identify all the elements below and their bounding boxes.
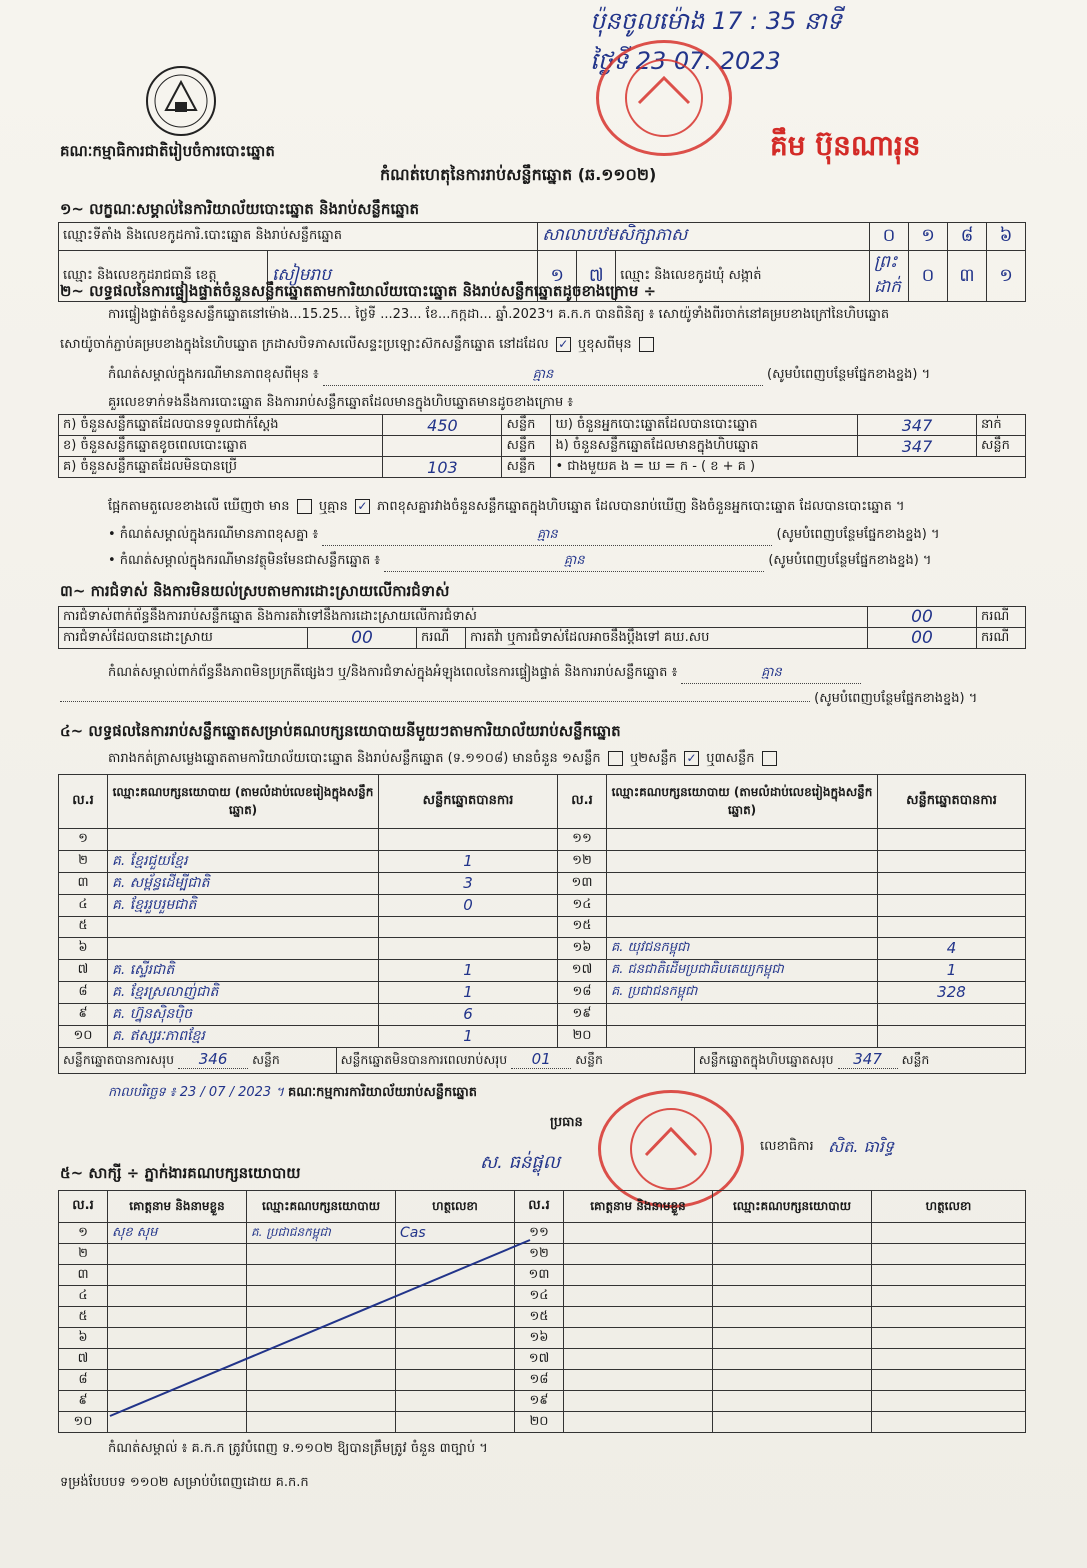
table-row — [59, 916, 1026, 938]
location-label: ឈ្មោះទីតាំង និងលេខកូដការិ.បោះឆ្នោត និងរាប់សន្លឹកឆ្នោត — [59, 223, 538, 251]
witness-party — [713, 1244, 872, 1265]
party-votes: 328 — [878, 981, 1026, 1003]
figure-unit: សន្លឹក — [502, 436, 551, 457]
total-valid-label: សន្លឹកឆ្នោតបានការសរុប — [63, 1051, 175, 1067]
table-row — [59, 850, 1026, 872]
witness-name — [564, 1328, 713, 1349]
appeal-label: ការតវ៉ា ឬការជំទាស់ដែលអាចនឹងប្ដឹងទៅ គឃ.សប — [466, 628, 868, 649]
row-no: ៧ — [59, 1349, 108, 1370]
party-votes: 6 — [379, 1003, 558, 1025]
two-sheet-checkbox[interactable]: ✓ — [684, 751, 699, 766]
figure-value: 450 — [383, 415, 502, 436]
row-no: ៧ — [59, 959, 108, 981]
witness-party — [713, 1265, 872, 1286]
party-votes — [878, 1003, 1026, 1025]
total-invalid — [337, 1048, 695, 1073]
party-name: គ. សម្ព័ន្ធដើម្បីជាតិ — [108, 872, 379, 894]
dotted-line — [60, 701, 810, 702]
irregularity-value: គ្មាន — [681, 664, 861, 684]
figure-unit: សន្លឹក — [502, 457, 551, 478]
witness-sign — [872, 1286, 1026, 1307]
row-no: ១៣ — [558, 872, 607, 894]
party-votes: 1 — [379, 850, 558, 872]
table-row — [59, 894, 1026, 916]
party-name: គ. ហ្វ៊ុនស៊ិនប៉ិច — [108, 1003, 379, 1025]
figure-value: 347 — [858, 415, 977, 436]
table-row — [59, 1025, 1026, 1047]
witness-name — [564, 1286, 713, 1307]
party-name — [607, 916, 878, 938]
location-value: សាលាបឋមសិក្សាភាស — [538, 223, 870, 251]
three-sheet-checkbox[interactable] — [762, 751, 777, 766]
note1-suffix: (សូមបំពេញបន្ថែមផ្នែកខាងខ្នង) ។ — [776, 527, 940, 542]
witness-sign: Cas — [396, 1223, 515, 1244]
party-name: គ. ខ្មែរស្រលាញ់ជាតិ — [108, 981, 379, 1003]
tally-intro: តារាងកត់ត្រាសម្លេងឆ្នោតតាមការិយាល័យបោះឆ្នោត និងរាប់សន្លឹកឆ្នោត (ទ.១១០៨) មានចំនួន ១សន្លឹក — [108, 751, 601, 766]
secretary-signature: សិត. ធារិទ្ធ — [828, 1137, 895, 1156]
party-votes — [878, 916, 1026, 938]
party-votes — [379, 916, 558, 938]
commune-code-digit: ៣ — [948, 251, 987, 302]
party-votes: 1 — [878, 959, 1026, 981]
resolved-label: ការជំទាស់ដែលបានដោះស្រាយ — [59, 628, 308, 649]
row-no: ១០ — [59, 1412, 108, 1433]
witness-party — [713, 1223, 872, 1244]
form-note: ទម្រង់បែបបទ ១១០២ សម្រាប់បំពេញដោយ គ.ក.ក — [60, 1475, 309, 1490]
row-no: ១៩ — [558, 1003, 607, 1025]
different-checkbox[interactable] — [639, 337, 654, 352]
row-no: ៤ — [59, 894, 108, 916]
witness-name: សុខ សុម — [108, 1223, 247, 1244]
formula: • ជាងមួយគ ង = ឃ = ក - ( ខ + គ ) — [551, 457, 1026, 478]
row-no: ៦ — [59, 938, 108, 960]
president-label: ប្រធាន — [550, 1115, 583, 1130]
difference-note-line — [108, 366, 1028, 386]
resolved-value: 00 — [308, 628, 417, 649]
difference-note-label: កំណត់សម្គាល់ក្នុងករណីមានភាពខុសពីមុន ៖ — [108, 367, 319, 382]
three-sheet-text: ឬ៣សន្លឹក — [706, 751, 755, 766]
official-seal-top — [596, 40, 732, 156]
col-name: គោត្តនាម និងនាមខ្លួន — [108, 1191, 247, 1223]
witness-party — [713, 1328, 872, 1349]
party-name: គ. ខ្មែរជួយខ្មែរ — [108, 850, 379, 872]
col-party: ឈ្មោះគណបក្សនយោបាយ (តាមលំដាប់លេខរៀងក្នុងសន្លឹកឆ្នោត) — [607, 775, 878, 829]
location-code-digit: ១ — [909, 223, 948, 251]
section5-title: ៥~ សាក្សី ÷ ភ្នាក់ងារគណបក្សនយោបាយ — [60, 1164, 301, 1182]
table-row — [59, 1003, 1026, 1025]
objection-unit: ករណី — [977, 607, 1026, 628]
seal-status-text: សោយ៉ូចាក់ភ្ជាប់គម្របខាងក្នុងនៃហិបឆ្នោត ក្រដាសបិទភាសលើសន្ទះប្រឡោះស៊កសន្លឹកឆ្នោត នៅដដែល — [60, 337, 549, 352]
same-checkbox[interactable]: ✓ — [556, 337, 571, 352]
official-name-red: គឹម ប៊ុនណារុន — [770, 129, 921, 162]
row-no: ១៥ — [515, 1307, 564, 1328]
location-code-digit: ៦ — [987, 223, 1026, 251]
objections-table — [58, 606, 1026, 649]
total-valid — [59, 1048, 337, 1073]
compare-tail: ភាពខុសគ្នារវាងចំនួនសន្លឹកឆ្នោតក្នុងហិបឆ្នោត ដែលបានរាប់ឃើញ និងចំនួនអ្នកបោះឆ្នោត ដែលបានបោះឆ្នោត ។ — [377, 499, 905, 514]
row-no: ២០ — [558, 1025, 607, 1047]
party-name: គ. យុវជនកម្ពុជា — [607, 938, 878, 960]
witness-sign — [872, 1307, 1026, 1328]
difference-note-suffix: (សូមបំពេញបន្ថែមផ្នែកខាងខ្នង) ។ — [767, 367, 931, 382]
total-invalid-label: សន្លឹកឆ្នោតមិនបានការពេលរាប់សរុប — [340, 1051, 508, 1067]
row-no: ៥ — [59, 916, 108, 938]
row-no: ៣ — [59, 1265, 108, 1286]
note2-label: • កំណត់សម្គាល់ក្នុងករណីមានវត្ថុមិនមែនជាសន្លឹកឆ្នោត ៖ — [108, 553, 381, 568]
verification-line: ការផ្ទៀងផ្ទាត់ចំនួនសន្លឹកឆ្នោតនៅម៉ោង...15.25... ថ្ងៃទី ...23... ខែ...កក្កដា... ឆ្នាំ.2023។ គ.ក.ក បានពិនិត្យ ៖ សោយ៉ូទាំងពីរចាក់នៅគម្របខាងក្រៅនៃហិបឆ្នោត — [108, 307, 890, 322]
has-diff-checkbox[interactable] — [297, 499, 312, 514]
witness-party — [713, 1412, 872, 1433]
figure-label: ឃ) ចំនួនអ្នកបោះឆ្នោតដែលបានបោះឆ្នោត — [551, 415, 858, 436]
note1-line — [108, 526, 1028, 546]
party-name: គ. ជនជាតិដើមប្រជាធិបតេយ្យកម្ពុជា — [607, 959, 878, 981]
witness-sign — [872, 1328, 1026, 1349]
col-no: ល.រ — [59, 775, 108, 829]
received-date-handwriting: ថ្ងៃទី 23 07. 2023 — [590, 47, 781, 75]
table-row — [59, 872, 1026, 894]
row-no: ១៤ — [515, 1286, 564, 1307]
party-votes: 1 — [379, 981, 558, 1003]
total-inbox-value: 347 — [838, 1050, 898, 1069]
location-code-digit: ០ — [870, 223, 909, 251]
footnote: កំណត់សម្គាល់ ៖ គ.ក.ក ត្រូវបំពេញ ទ.១១០២ ឱ្យបានត្រឹមត្រូវ ចំនួន ៣ច្បាប់ ។ — [108, 1441, 488, 1456]
witness-name — [564, 1391, 713, 1412]
witness-name — [564, 1412, 713, 1433]
party-name — [108, 829, 379, 851]
compare-line — [108, 498, 905, 517]
table-row — [59, 938, 1026, 960]
col-party: ឈ្មោះគណបក្សនយោបាយ (តាមលំដាប់លេខរៀងក្នុងសន្លឹកឆ្នោត) — [108, 775, 379, 829]
section1-title: ១~ លក្ខណៈសម្គាល់នៃការិយាល័យបោះឆ្នោត និងរាប់សន្លឹកឆ្នោត — [60, 200, 420, 218]
row-no: ១០ — [59, 1025, 108, 1047]
province-value: សៀមរាប — [268, 251, 538, 302]
witness-party: គ. ប្រជាជនកម្ពុជា — [247, 1223, 396, 1244]
location-code-digit: ៨ — [948, 223, 987, 251]
irregularity-suffix: (សូមបំពេញបន្ថែមផ្នែកខាងខ្នង) ។ — [814, 691, 978, 706]
figure-value — [383, 436, 502, 457]
total-inbox — [695, 1048, 1025, 1073]
row-no: ៥ — [59, 1307, 108, 1328]
party-votes — [878, 894, 1026, 916]
strike-through-line — [100, 1236, 540, 1426]
figure-label: ខ) ចំនួនសន្លឹកឆ្នោតខូចពេលបោះឆ្នោត — [59, 436, 383, 457]
figure-value: 103 — [383, 457, 502, 478]
party-name — [607, 1025, 878, 1047]
row-no: ១២ — [515, 1244, 564, 1265]
row-no: ១៥ — [558, 916, 607, 938]
ballot-figures-table — [58, 414, 1026, 478]
row-no: ១២ — [558, 850, 607, 872]
secretary-label: លេខាធិការ — [760, 1139, 814, 1154]
row-no: ២ — [59, 1244, 108, 1265]
witness-party — [713, 1286, 872, 1307]
total-invalid-value: 01 — [511, 1050, 571, 1069]
row-no: ១៣ — [515, 1265, 564, 1286]
figures-intro: គួរលេខទាក់ទងនឹងការបោះឆ្នោត និងការរាប់សន្លឹកឆ្នោតដែលមានក្នុងហិបឆ្នោតមានដូចខាងក្រោម ៖ — [108, 395, 574, 410]
resolved-unit: ករណី — [417, 628, 466, 649]
objection-label: ការជំទាស់ពាក់ព័ន្ធនឹងការរាប់សន្លឹកឆ្នោត និងការតវ៉ាទៅនឹងការដោះស្រាយលើការជំទាស់ — [59, 607, 868, 628]
row-no: ២០ — [515, 1412, 564, 1433]
province-code-digit: ៧ — [577, 251, 616, 302]
document-title: កំណត់ហេតុនៃការរាប់សន្លឹកឆ្នោត (ឆ.១១០២) — [380, 165, 657, 184]
note2-suffix: (សូមបំពេញបន្ថែមផ្នែកខាងខ្នង) ។ — [768, 553, 932, 568]
compare-text: ផ្អែកតាមតួលេខខាងលើ ឃើញថា មាន — [108, 499, 290, 514]
figure-unit: នាក់ — [977, 415, 1026, 436]
witness-name — [564, 1307, 713, 1328]
witness-name — [564, 1370, 713, 1391]
difference-note-value: គ្មាន — [323, 366, 763, 386]
witness-sign — [872, 1412, 1026, 1433]
witness-sign — [872, 1265, 1026, 1286]
tally-sheet-line — [108, 750, 780, 769]
witness-party — [713, 1370, 872, 1391]
count-date: កាលបរិច្ឆេទ ៖ 23 / 07 / 2023 ។ — [108, 1085, 284, 1100]
section4-title: ៤~ លទ្ធផលនៃការរាប់សន្លឹកឆ្នោតសម្រាប់គណបក្សនយោបាយនីមួយៗតាមការិយាល័យរាប់សន្លឹកឆ្នោត — [60, 722, 621, 740]
row-no: ៨ — [59, 1370, 108, 1391]
commune-value: ព្រះដាក់ — [870, 251, 909, 302]
total-valid-value: 346 — [178, 1050, 248, 1069]
section2-title: ២~ លទ្ធផលនៃការផ្ទៀងផ្ទាត់ចំនួនសន្លឹកឆ្នោតតាមការិយាល័យបោះឆ្នោត និងរាប់សន្លឹកឆ្នោតដូចខាងក្រោម ÷ — [60, 282, 657, 300]
party-name: គ. ប្រជាជនកម្ពុជា — [607, 981, 878, 1003]
col-party: ឈ្មោះគណបក្សនយោបាយ — [713, 1191, 872, 1223]
party-name — [108, 938, 379, 960]
col-sign: ហត្ថលេខា — [396, 1191, 515, 1223]
note2-value: គ្មាន — [384, 552, 764, 572]
party-name — [607, 872, 878, 894]
witness-sign — [872, 1391, 1026, 1412]
irregularity-label: កំណត់សម្គាល់ពាក់ព័ន្ធនឹងភាពមិនប្រក្រតីផ្សេងៗ ឬ/និងការជំទាស់ក្នុងអំឡុងពេលនៃការផ្ទៀងផ្ទាត់ និងការរាប់សន្លឹកឆ្នោត ៖ — [108, 665, 678, 680]
total-invalid-unit: សន្លឹក — [575, 1051, 603, 1067]
col-name: គោត្តនាម និងនាមខ្លួន — [564, 1191, 713, 1223]
irregularity-note — [108, 664, 1028, 684]
province-label: ឈ្មោះ និងលេខកូដរាជធានី ខេត្ត — [59, 251, 268, 302]
org-name: គណៈកម្មាធិការជាតិរៀបចំការបោះឆ្នោត — [60, 142, 275, 160]
received-time-handwriting: ប៉ុនចូលម៉ោង 17 : 35 នាទី — [590, 7, 843, 35]
party-name: គ. ខ្មែររួបរួមជាតិ — [108, 894, 379, 916]
row-no: ៤ — [59, 1286, 108, 1307]
figure-label: ង) ចំនួនសន្លឹកឆ្នោតដែលមានក្នុងហិបឆ្នោត — [551, 436, 858, 457]
table-row — [59, 829, 1026, 851]
total-inbox-label: សន្លឹកឆ្នោតក្នុងហិបឆ្នោតសរុប — [698, 1051, 834, 1067]
row-no: ១ — [59, 829, 108, 851]
commune-code-digit: ០ — [909, 251, 948, 302]
section3-title: ៣~ ការជំទាស់ និងការមិនយល់ស្របតាមការដោះស្រាយលើការជំទាស់ — [60, 582, 450, 600]
row-no: ៣ — [59, 872, 108, 894]
col-no: ល.រ — [515, 1191, 564, 1223]
row-no: ១៤ — [558, 894, 607, 916]
party-name: គ. ឥស្សរៈភាពខ្មែរ — [108, 1025, 379, 1047]
figure-value: 347 — [858, 436, 977, 457]
date-committee-line — [108, 1084, 477, 1103]
row-no: ១៧ — [515, 1349, 564, 1370]
party-name — [607, 894, 878, 916]
witness-party — [713, 1349, 872, 1370]
note1-value: គ្មាន — [322, 526, 772, 546]
party-votes: 4 — [878, 938, 1026, 960]
row-no: ១៨ — [558, 981, 607, 1003]
witness-name — [564, 1265, 713, 1286]
party-name: គ. ស្ទើរជាតិ — [108, 959, 379, 981]
witness-sign — [872, 1244, 1026, 1265]
party-name — [108, 916, 379, 938]
row-no: ១១ — [558, 829, 607, 851]
witness-name — [564, 1244, 713, 1265]
witness-party — [713, 1307, 872, 1328]
figure-unit: សន្លឹក — [977, 436, 1026, 457]
row-no: ១៩ — [515, 1391, 564, 1412]
col-no: ល.រ — [59, 1191, 108, 1223]
party-name — [607, 829, 878, 851]
party-name — [607, 1003, 878, 1025]
witness-party — [713, 1391, 872, 1412]
row-no: ១៨ — [515, 1370, 564, 1391]
witness-name — [564, 1223, 713, 1244]
witness-sign — [872, 1349, 1026, 1370]
party-results-table — [58, 774, 1026, 1074]
two-sheet-text: ឬ២សន្លឹក — [629, 751, 677, 766]
row-no: ២ — [59, 850, 108, 872]
table-row — [59, 959, 1026, 981]
one-sheet-checkbox[interactable] — [608, 751, 623, 766]
commune-label: ឈ្មោះ និងលេខកូដឃុំ សង្កាត់ — [616, 251, 870, 302]
col-party: ឈ្មោះគណបក្សនយោបាយ — [247, 1191, 396, 1223]
row-no: ១ — [59, 1223, 108, 1244]
row-no: ១៦ — [515, 1328, 564, 1349]
commune-code-digit: ១ — [987, 251, 1026, 302]
party-votes — [878, 829, 1026, 851]
table-row — [59, 981, 1026, 1003]
appeal-unit: ករណី — [977, 628, 1026, 649]
party-name — [607, 850, 878, 872]
party-votes: 1 — [379, 1025, 558, 1047]
row-no: ១៧ — [558, 959, 607, 981]
col-sign: ហត្ថលេខា — [872, 1191, 1026, 1223]
party-votes — [379, 829, 558, 851]
total-valid-unit: សន្លឹក — [252, 1051, 280, 1067]
party-votes: 0 — [379, 894, 558, 916]
no-diff-checkbox[interactable]: ✓ — [355, 499, 370, 514]
figure-label: ក) ចំនួនសន្លឹកឆ្នោតដែលបានទទួលជាក់ស្តែង — [59, 415, 383, 436]
note2-line — [108, 552, 1028, 572]
irregularity-suffix-line — [60, 690, 1028, 709]
party-votes: 3 — [379, 872, 558, 894]
party-votes — [878, 850, 1026, 872]
col-votes: សន្លឹកឆ្នោតបានការ — [878, 775, 1026, 829]
witness-name — [564, 1349, 713, 1370]
province-code-digit: ១ — [538, 251, 577, 302]
witness-sign — [872, 1223, 1026, 1244]
row-no: ៦ — [59, 1328, 108, 1349]
row-no: ៩ — [59, 1391, 108, 1412]
row-no: ៨ — [59, 981, 108, 1003]
seal-status-line — [60, 336, 657, 355]
witness-sign — [872, 1370, 1026, 1391]
row-no: ៩ — [59, 1003, 108, 1025]
note1-label: • កំណត់សម្គាល់ក្នុងករណីមានភាពខុសគ្នា ៖ — [108, 527, 319, 542]
col-no: ល.រ — [558, 775, 607, 829]
total-inbox-unit: សន្លឹក — [901, 1051, 930, 1067]
party-votes — [379, 938, 558, 960]
objection-value: 00 — [868, 607, 977, 628]
row-no: ១១ — [515, 1223, 564, 1244]
no-diff-text: ឬគ្មាន — [318, 499, 348, 514]
figure-label: គ) ចំនួនសន្លឹកឆ្នោតដែលមិនបានប្រើ — [59, 457, 383, 478]
row-no: ១៦ — [558, 938, 607, 960]
figure-unit: សន្លឹក — [502, 415, 551, 436]
col-votes: សន្លឹកឆ្នោតបានការ — [379, 775, 558, 829]
party-votes — [878, 1025, 1026, 1047]
nec-logo-icon — [142, 62, 220, 144]
appeal-value: 00 — [868, 628, 977, 649]
different-text: ឬខុសពីមុន — [577, 337, 632, 352]
party-votes: 1 — [379, 959, 558, 981]
party-votes — [878, 872, 1026, 894]
committee-title: គណៈកម្មការការិយាល័យរាប់សន្លឹកឆ្នោត — [288, 1085, 478, 1100]
president-signature: ស. ធន់ផ្លុល — [480, 1152, 560, 1173]
